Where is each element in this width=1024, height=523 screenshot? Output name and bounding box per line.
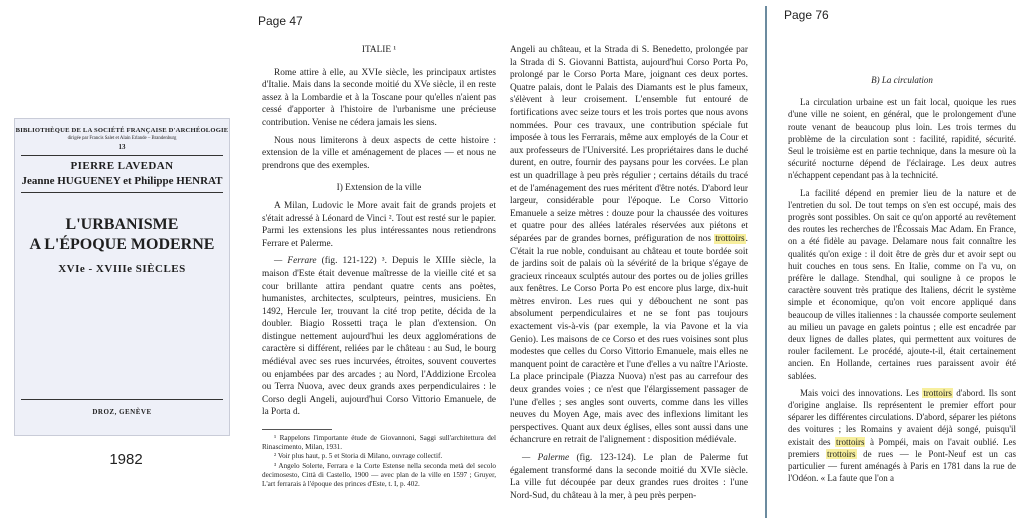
- cover-rule-top: [21, 155, 223, 156]
- page-76-heading: B) La circulation: [871, 75, 933, 85]
- cover-year: 1982: [109, 451, 143, 468]
- page-divider: [765, 6, 767, 518]
- cover-title-line2: A L'ÉPOQUE MODERNE: [29, 236, 215, 253]
- highlight-trottoirs: trottoirs: [715, 233, 745, 244]
- cover-directed-by: dirigée par Francis Salet et Alain Erlande – Brandenburg: [67, 136, 177, 141]
- highlight-trottoirs: trottoirs: [827, 448, 856, 459]
- cover-rule-bottom: [21, 399, 223, 400]
- page-47-paragraph-2: Nous nous limiterons à deux aspects de cette histoire : extension de la ville et aménagement de places — et nous ne prendrons que des exemples.: [262, 135, 496, 171]
- cover-rule-mid: [21, 192, 223, 193]
- ferrare-lead: — Ferrare: [274, 256, 317, 267]
- page-47-column-left: [262, 44, 496, 489]
- footnote-2: ² Voir plus haut, p. 5 et Storia di Milano, ouvrage collectif.: [274, 452, 443, 461]
- page-47-column-right: [510, 44, 748, 502]
- page-76-label: Page 76: [784, 8, 829, 22]
- page-76-column: [788, 74, 1016, 485]
- text-segment: Mais voici des innovations. Les: [800, 387, 923, 398]
- footnote-rule: [262, 429, 332, 430]
- book-cover: [14, 118, 230, 436]
- page-76-paragraph-2: La facilité dépend en premier lieu de la nature et de l'entretien du sol. De tout temps on s'en est occupé, mais des progrès sont possibles. On sait ce qu'on apporté au revêtement des routes les recherches de l'Écossais Mac Adam. En France, on a été fidèle au pavage. Delamare nous fait connaître les qualités qu'on exige : il doit être de grès dur et avoir sept ou huit couches en tous sens. En Italie, comme on l'a vu, on préfère le dallage. Stendhal, qui souligne à ce propos le caractère souvent très pratique des Italiens, décrit le système simple et économique, qu'on voit encore appliqué dans beaucoup de villes italiennes : la chaussée comporte seulement au milieu un pavage en galets pointus ; elle est encadrée par deux lignes de dalles plates, qui permettent aux voitures de rouler facilement. Le procédé, ajoute-t-il, était certainement ancien. En Hollande, certaines rues paraissent avoir été sablées.: [788, 187, 1016, 381]
- cover-period: XVIe - XVIIIe SIÈCLES: [58, 263, 186, 275]
- text-segment: de rues — le Pont-Neuf est un cas particulier — furent aménagés à Paris en 1781 dans la rue de l'Odéon. « La faute que l'on a: [788, 448, 1016, 484]
- cover-authors-secondary: Jeanne HUGUENEY et Philippe HENRAT: [21, 175, 223, 187]
- footnote-3: ³ Angelo Solerte, Ferrara e la Corte Estense nella seconda metà del secolo decimosesto, Città di Castello, 1900 — avec plan de la ville en 1597 ; Gruyer, L'art ferrarais à l'époque des princes d'Este, t. I, p. 402.: [262, 461, 496, 489]
- page-47-col2-paragraph-1: [510, 44, 748, 447]
- page-47-col2-paragraph-2: [510, 452, 748, 502]
- palerme-lead: — Palerme: [522, 453, 570, 463]
- cover-title: [15, 215, 229, 255]
- ferrare-text: (fig. 121-122) ³. Depuis le XIIIe siècle, la maison d'Este était devenue maîtresse de la vieille cité et sa cour brillante attira pendant quatre cents ans poètes, humanistes, architectes, sculpteurs, peintres, musiciens. En 1492, Hercule Ier, trouvant la cité trop petite, décida de la doubler. Biagio Rossetti traça le plan d'extension. On distingue nettement aujourd'hui les deux agglomérations de caractère si différent, reliées par le château : au Sud, le bourg médiéval avec ses rues incurvées, étroites, souvent couvertes ou enjambées par des arcades ; au Nord, l'Addizione Ercolea ou Terra Nuova, avec deux grands axes perpendiculaires : le Corso degli Angeli, aujourd'hui Corso Vittorio Emanuele, de la Porta d.: [262, 256, 496, 418]
- page-47-label: Page 47: [258, 14, 303, 28]
- palerme-text: (fig. 123-124). Le plan de Palerme fut également transformé dans la seconde moitié du XVIe siècle. La ville fut découpée par deux grandes rues droites : l'une Nord-Sud, du château à la mer, à peu près perpen-: [510, 453, 748, 501]
- text-segment: à Pompéi, mais on l'avait oublié. Les premiers: [788, 436, 1016, 459]
- cover-series: BIBLIOTHÈQUE DE LA SOCIÉTÉ FRANÇAISE D'ARCHÉOLOGIE: [15, 127, 229, 134]
- page-47-paragraph-1: Rome attire à elle, au XVIe siècle, les principaux artistes d'Italie. Mais dans la seconde moitié du XVe siècle, il en reste assez à la Lombardie et à la Toscane pour qu'elles n'aient pas cessé d'apporter à l'histoire de l'urbanisme une précieuse contribution. Venise ne cédera jamais les siens.: [262, 67, 496, 128]
- footnote-1: ¹ Rappelons l'importante étude de Giovannoni, Saggi sull'architettura del Rinascimento, Milan, 1931.: [262, 434, 496, 452]
- page-47-paragraph-4: [262, 255, 496, 419]
- highlight-trottoirs: trottoirs: [835, 436, 865, 447]
- text-segment: d'abord. Ils sont d'origine anglaise. Ils représentent le premier effort pour séparer les différentes circulations. D'abord, séparer les piétons des voitures ; les Romains y avaient déjà songé, puisqu'il existait des: [788, 387, 1016, 447]
- page-47-section-heading: I) Extension de la ville: [336, 183, 422, 194]
- highlight-trottoirs: trottoirs: [923, 387, 952, 398]
- cover-number: 13: [118, 143, 126, 151]
- page-76-paragraph-3: [788, 387, 1016, 485]
- page-47-paragraph-3: A Milan, Ludovic le More avait fait de grands projets et s'était adressé à Léonard de Vinci ². Tout est resté sur le papier. Parmi les extensions les plus intéressantes nous retiendrons Ferrare et Palerme.: [262, 200, 496, 249]
- cover-publisher: DROZ, GENÈVE: [92, 408, 152, 416]
- text-segment: Angeli au château, et la Strada di S. Benedetto, prolongée par la Strada di S. Giovanni Battista, aujourd'hui Corso Porta Po, prolongé par le Corso Porta Mare, joignant ces deux portes. Quatre palais, dont le Palais des Diamants est le plus fameux, s'élèvent à leur croisement. L'ensemble fut entouré de fortifications avec seize tours et les trois portes que nous avons nommées. Pour ces travaux, une contribution spéciale fut imposée à tous les Ferrarais, même aux employés de la Cour et aux professeurs de l'Université. Les propriétaires dans le duché durent, en outre, fournir des paysans pour les corvées. Le plan est un quadrillage à peu près régulier ; certains détails du tracé et de l'aménagement des rues méritent d'être notés. D'abord leur largeur, considérable pour l'époque. Le Corso Vittorio Emanuele a seize mètres : douze pour la chaussée des voitures et quatre pour des allées latérales réservées aux piétons et séparées par de grandes bornes, préfiguration de nos: [510, 45, 748, 244]
- page-47-heading: ITALIE ¹: [361, 45, 397, 55]
- page-76-paragraph-1: La circulation urbaine est un fait local, quoique les rues d'une ville ne soient, en général, que le prolongement d'une route venant de beaucoup plus loin. Les trois termes du problème de la circulation sont : facilité, rapidité, sécurité. Seul le troisième est en partie technique, dans la mesure où la sécurité nocturne dépend de l'éclairage. Les deux autres n'échappent cependant pas à la technicité.: [788, 97, 1016, 181]
- cover-title-line1: L'URBANISME: [65, 216, 179, 233]
- text-segment: . C'était la rue noble, conduisant au château et toute bordée soit de jardins soit de palais où la sévérité de la brique s'égaye de gracieux rinceaux sculptés autour des portes ou de jolies grilles aux fenêtres. Le Corso Porta Po est encore plus large, dix-huit mètres environ. Les rues qui y débouchent ne sont pas absolument perpendiculaires et ne se font pas toujours exactement vis-à-vis (par exemple, la via Pavone et la via Genio). Les maisons de ce Corso et des rues voisines sont plus modestes que celles du Corso Vittorio Emanuele, mais elles ne manquent point de caractère et l'une d'elles a vu naître l'Arioste. La place principale (Piazza Nuova) n'est pas au carrefour des deux grandes voies ; ce n'est que l'élargissement passager de l'une d'elles ; ses angles sont ouverts, comme dans les villes neuves du Moyen Age, mais avec des inflexions limitant les perspectives. Quant aux deux églises, elles sont aussi dans une échancrure en retrait de l'alignement : disposition médiévale.: [510, 233, 748, 446]
- cover-author-primary: PIERRE LAVEDAN: [70, 160, 174, 172]
